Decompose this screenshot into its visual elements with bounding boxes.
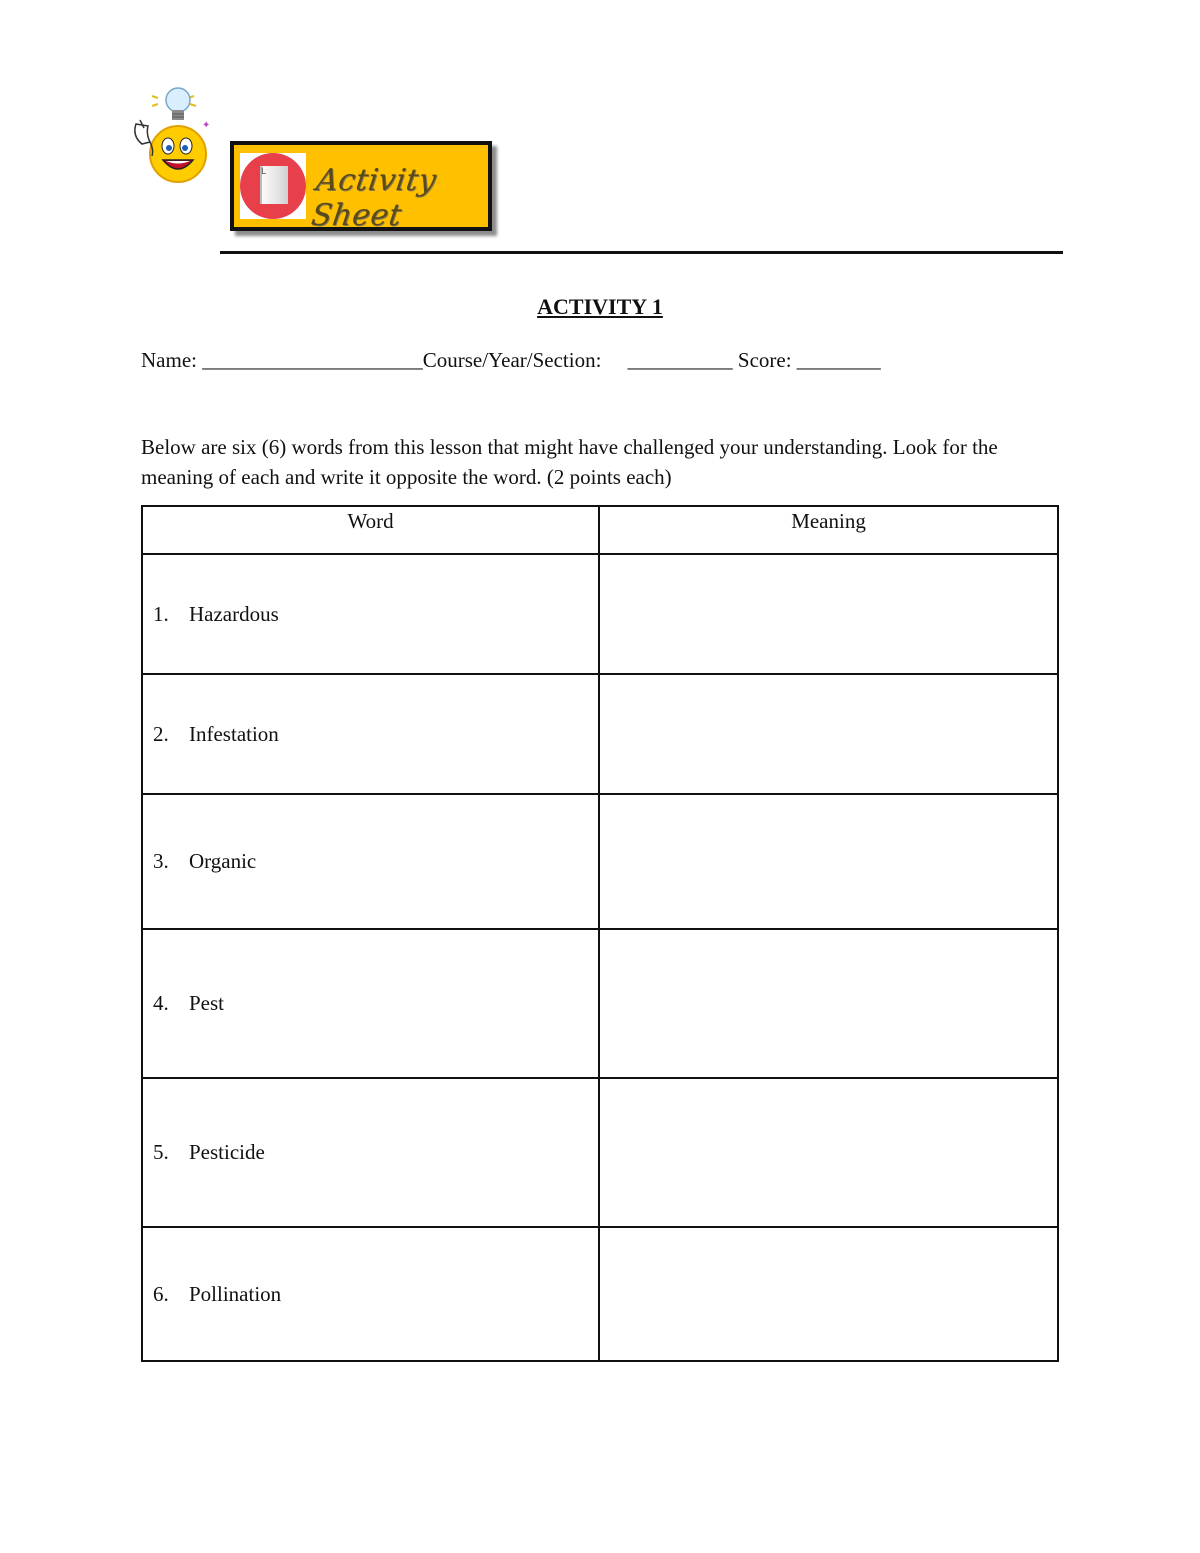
table-row — [142, 794, 1058, 929]
meaning-cell[interactable] — [599, 929, 1058, 1078]
meaning-cell[interactable] — [599, 1227, 1058, 1361]
svg-text:✦: ✦ — [202, 120, 211, 131]
table-row — [142, 674, 1058, 794]
table-row — [142, 554, 1058, 674]
meaning-cell[interactable] — [599, 1078, 1058, 1227]
banner-title: Activity Sheet — [309, 163, 439, 233]
item-number: 6. — [153, 1281, 169, 1306]
word-cell — [142, 794, 599, 929]
table-header-row — [142, 506, 1058, 554]
word-text: Pollination — [189, 1281, 282, 1306]
name-course-score-line: Name: _____________________Course/Year/Section: __________ Score: ________ — [141, 348, 881, 372]
word-text: Hazardous — [189, 601, 279, 626]
column-header-meaning: Meaning — [599, 506, 1058, 554]
item-number: 4. — [153, 991, 169, 1015]
word-cell — [142, 554, 599, 674]
word-cell — [142, 674, 599, 794]
notebook-icon: L — [240, 153, 306, 219]
word-text: Pesticide — [189, 1140, 265, 1164]
table-row — [142, 1078, 1058, 1227]
table-row — [142, 929, 1058, 1078]
activity-sheet-banner — [230, 141, 492, 231]
meaning-cell[interactable] — [599, 674, 1058, 794]
word-text: Infestation — [189, 721, 279, 746]
meaning-cell[interactable] — [599, 554, 1058, 674]
table-row — [142, 1227, 1058, 1361]
word-meaning-table — [141, 505, 1059, 1362]
smiley-lightbulb-icon — [128, 84, 218, 189]
instructions-paragraph: Below are six (6) words from this lesson that might have challenged your understanding. Look for the meaning of each and write it opposite the word. (2 points each) — [141, 435, 998, 489]
word-text: Organic — [189, 849, 257, 873]
header-divider — [220, 251, 1063, 254]
word-cell — [142, 1078, 599, 1227]
item-number: 1. — [153, 601, 169, 626]
item-number: 3. — [153, 849, 169, 873]
activity-title: ACTIVITY 1 — [537, 294, 663, 319]
meaning-cell[interactable] — [599, 794, 1058, 929]
item-number: 2. — [153, 721, 169, 746]
column-header-word: Word — [142, 506, 599, 554]
word-text: Pest — [189, 991, 225, 1015]
word-cell — [142, 929, 599, 1078]
item-number: 5. — [153, 1140, 169, 1164]
word-cell — [142, 1227, 599, 1361]
